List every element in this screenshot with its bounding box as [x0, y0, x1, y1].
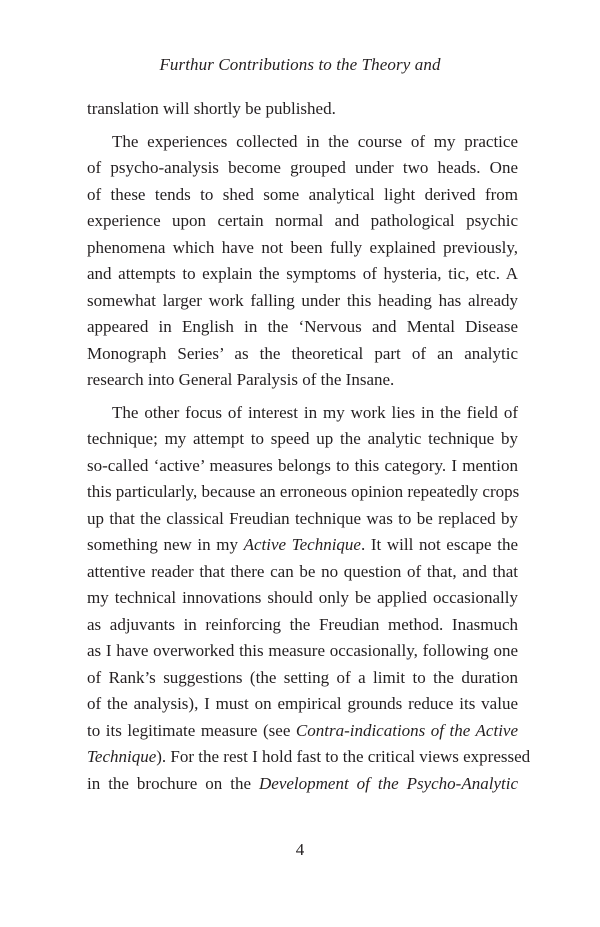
- paragraph-3: [87, 400, 531, 798]
- text-run: ). For the rest I hold fast to the critical views expressed: [156, 747, 531, 766]
- text-line: experience upon certain normal and pathological psychic: [87, 211, 518, 230]
- page-number: 4: [295, 840, 305, 859]
- text-line: [87, 744, 531, 771]
- text-line: my technical innovations should only be applied occasionally: [87, 588, 518, 607]
- text-line: phenomena which have not been fully explained previously,: [87, 237, 518, 257]
- text-line: The other focus of interest in my work lies in the field of: [112, 402, 518, 422]
- text-line: of Rank’s suggestions (the setting of a limit to the duration: [87, 667, 518, 687]
- body-text: [87, 96, 531, 797]
- italic-title: Active Technique: [243, 535, 361, 554]
- text-line: as I have overworked this measure occasionally, following one: [87, 641, 518, 660]
- text-line: somewhat larger work falling under this heading has already: [87, 290, 518, 310]
- running-head: Furthur Contributions to the Theory and: [159, 55, 441, 74]
- text-line: up that the classical Freudian technique was to be replaced by: [87, 508, 518, 528]
- paragraph-1: [87, 96, 518, 123]
- text-line: The experiences collected in the course of my practice: [112, 131, 518, 151]
- text-run: in the brochure on the: [87, 773, 260, 793]
- italic-title: Contra-indications of the Active: [295, 720, 519, 740]
- text-line: of psycho-analysis become grouped under two heads. One: [87, 158, 518, 177]
- text-line: and attempts to explain the symptoms of hysteria, tic, etc. A: [87, 264, 518, 283]
- text-line: Monograph Series’ as the theoretical part of an analytic: [87, 343, 518, 363]
- text-line: of the analysis), I must on empirical grounds reduce its value: [87, 694, 518, 713]
- paragraph-2: [87, 129, 518, 394]
- text-run: . It will not escape the: [360, 535, 518, 554]
- italic-title: Development of the Psycho-Analytic: [259, 773, 518, 793]
- text-line: appeared in English in the ‘Nervous and Mental Disease: [87, 317, 518, 336]
- text-line: [87, 771, 518, 798]
- text-line: of these tends to shed some analytical light derived from: [87, 184, 518, 204]
- text-run: something new in my: [87, 535, 244, 554]
- text-line: [87, 718, 518, 745]
- text-line: as adjuvants in reinforcing the Freudian method. Inasmuch: [87, 614, 518, 634]
- text-run: to its legitimate measure (see: [87, 720, 296, 740]
- text-line: research into General Paralysis of the Insane.: [87, 370, 395, 389]
- text-line: [87, 532, 518, 559]
- text-line: technique; my attempt to speed up the analytic technique by: [87, 429, 518, 448]
- text-line: this particularly, because an erroneous opinion repeatedly crops: [87, 482, 520, 501]
- text-line: so-called ‘active’ measures belongs to this category. I mention: [87, 455, 518, 475]
- italic-title: Technique: [87, 747, 157, 766]
- text-line: attentive reader that there can be no question of that, and that: [87, 561, 518, 581]
- text-line: translation will shortly be published.: [87, 99, 336, 118]
